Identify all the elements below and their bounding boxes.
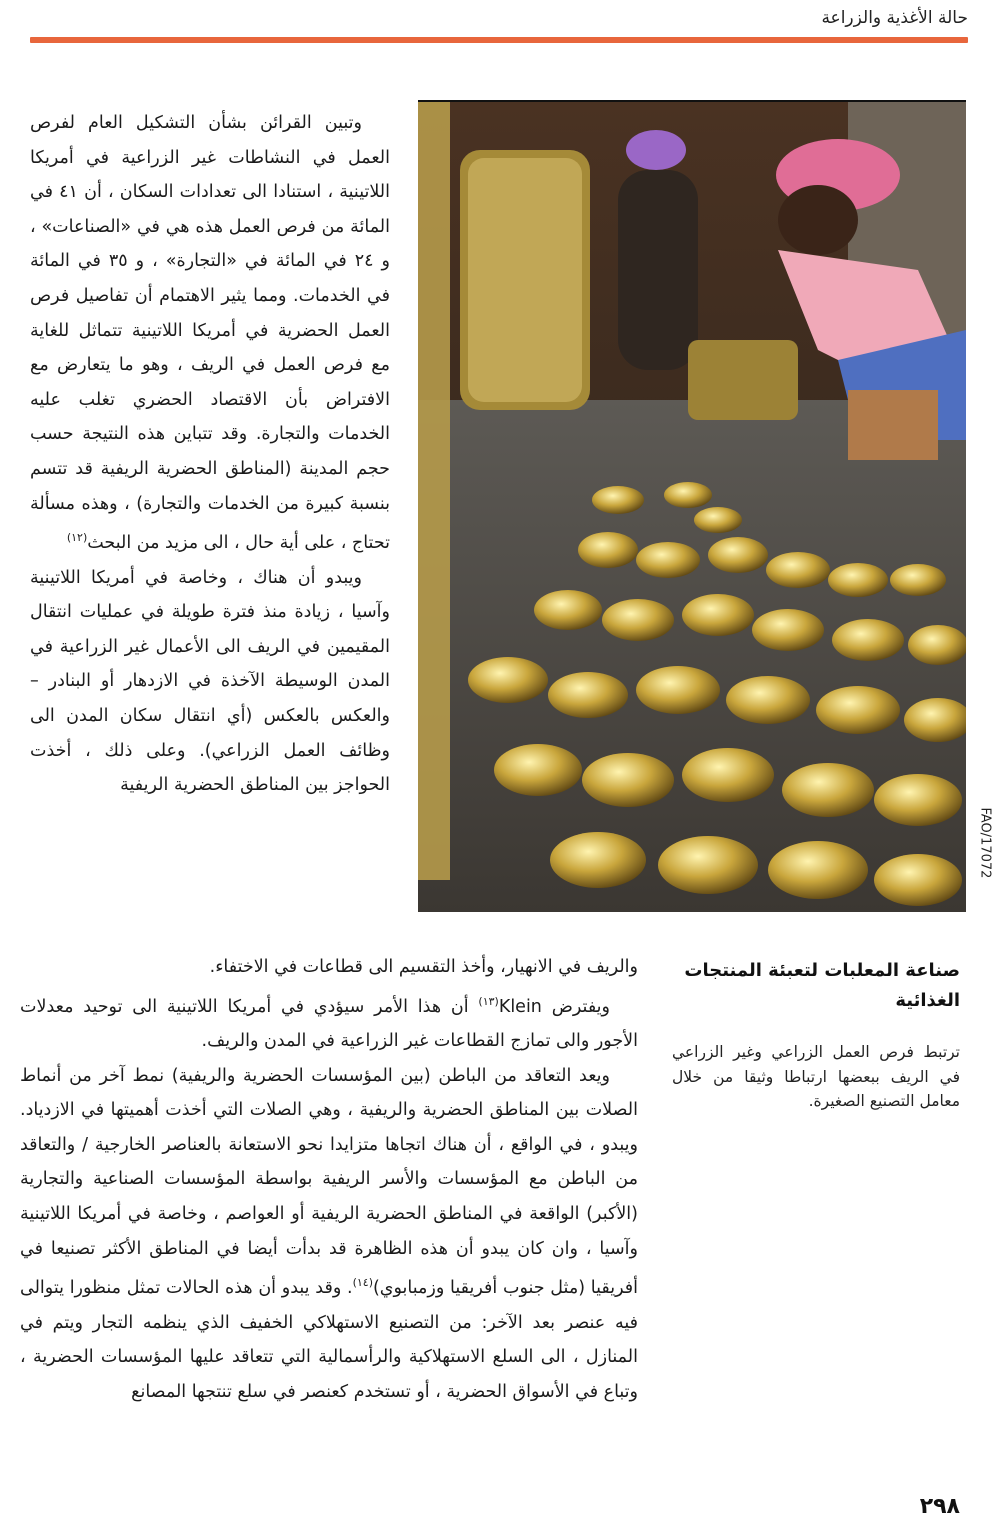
footnote-ref: (١٢): [66, 531, 88, 545]
paragraph: ويبدو أن هناك ، وخاصة في أمريكا اللاتينية وآسيا ، زيادة منذ فترة طويلة في عمليات انتقال المقيمين في الريف الى الأعمال غير الزراعية في المدن الوسيطة الآخذة في الازدهار أو البنادر – والعكس بالعكس (أي انتقال سكان المدن الى وظائف العمل الزراعي). وعلى ذلك ، أخذت الحواجز بين المناطق الحضرية الريفية: [30, 567, 390, 796]
cannery-photo: [418, 100, 966, 912]
footnote-ref: (١٤): [352, 1276, 373, 1290]
photo-top-line: [418, 100, 966, 102]
cannery-illustration: [418, 100, 966, 912]
header-rule: [30, 37, 968, 43]
photo-credit: FAO/17072: [977, 807, 993, 879]
running-title: حالة الأغذية والزراعة: [821, 8, 968, 28]
footnote-ref: (١٣): [478, 994, 499, 1008]
figure-caption-title: صناعة المعلبات لتعبئة المنتجات الغذائية: [684, 960, 960, 1011]
paragraph: ويفترض Klein$^{(١٣)}$ أن هذا الأمر سيؤدي في أمريكا اللاتينية الى توحيد معدلات الأجور والى تمازج القطاعات غير الزراعية في المدن والريف.: [20, 994, 638, 1052]
text-column-upper: [30, 106, 390, 803]
page-number: ٢٩٨: [919, 1494, 960, 1519]
paragraph: ويعد التعاقد من الباطن (بين المؤسسات الحضرية والريفية) نمط آخر من أنماط الصلات بين المناطق الحضرية والريفية ، وهي الصلات التي أخذت أهميتها في الازدياد. ويبدو ، في الواقع ، أن هناك اتجاها متزايدا نحو الاستعانة بالعناصر الخارجية / والتعاقد من الباطن مع المؤسسات والأسر الريفية بواسطة المؤسسات الصناعية والتجارية (الأكبر) الواقعة في المناطق الحضرية الريفية أو العواصم ، وخاصة في أمريكا اللاتينية وآسيا ، وان كان يبدو أن هذه الظاهرة قد بدأت أيضا في المناطق الأكثر تصنيعا في أفريقيا (مثل جنوب أفريقيا وزمبابوي)$^{(١٤)}$. وقد يبدو أن هذه الحالات تمثل منظورا يتوالى فيه عنصر بعد الآخر: من التصنيع الاستهلاكي الخفيف الذي ينظمه التجار ويتم في المنازل ، الى السلع الاستهلاكية والرأسمالية التي تتعاقد عليها المؤسسات الحضرية ، وتباع في الأسواق الحضرية ، أو تستخدم كعنصر في سلع تنتجها المصانع: [20, 1065, 638, 1402]
figure-caption-body: ترتبط فرص العمل الزراعي وغير الزراعي في الريف ببعضها ارتباطا وثيقا من خلال معامل التصنيع الصغيرة.: [672, 1043, 960, 1110]
paragraph-continued: والريف في الانهيار، وأخذ التقسيم الى قطاعات في الاختفاء.: [209, 957, 638, 977]
text-column-lower: [20, 950, 638, 1409]
paragraph: وتبين القرائن بشأن التشكيل العام لفرص العمل في النشاطات غير الزراعية في أمريكا اللاتينية ، استنادا الى تعدادات السكان ، أن ٤١ في المائة من فرص العمل هذه هي في «الصناعات» ، و ٢٤ في المائة في «التجارة» ، و ٣٥ في المائة في الخدمات. ومما يثير الاهتمام أن تفاصيل فرص العمل الحضرية في أمريكا اللاتينية تتماثل للغاية مع فرص العمل في الريف ، وهو ما يتعارض مع الافتراض بأن الاقتصاد الحضري تغلب عليه الخدمات والتجارة. وقد تتباين هذه النتيجة حسب حجم المدينة (المناطق الحضرية الريفية قد تتسم بنسبة كبيرة من الخدمات والتجارة) ، وهذه مسألة تحتاج ، على أية حال ، الى مزيد من البحث$^{(١٢)}$: [30, 113, 390, 553]
